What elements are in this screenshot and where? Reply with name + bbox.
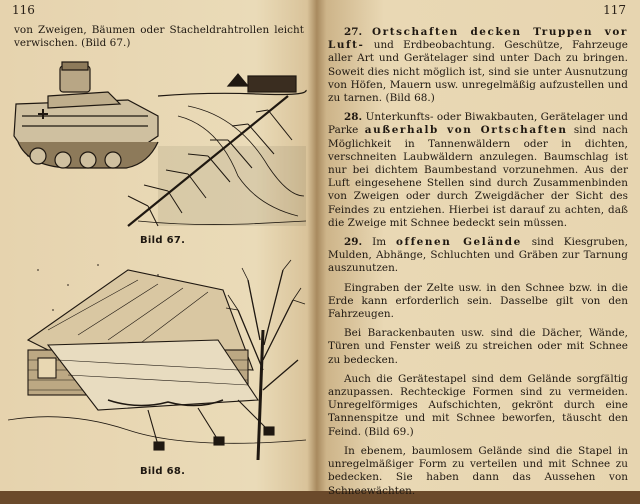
- figure-68-caption: Bild 68.: [140, 466, 186, 477]
- right-page-number: 117: [603, 3, 626, 17]
- paragraph-27: 27. Ortschaften decken Truppen vor Luft- und Erdbeobachtung. Geschütze, Fahrzeuge aller Art und Gerätelager sind unter Dach zu bringen. Soweit dies nicht möglich ist, sind sie unter Ausnutzung von Höfen, Mauern usw. unregelmäßig aufzustellen und zu tarnen. (Bild 68.): [328, 26, 628, 105]
- paragraph-29: 29. Im offenen Gelände sind Kiesgruben, Mulden, Abhänge, Schluchten und Gräben zur Tarnung auszunutzen.: [328, 236, 628, 275]
- paragraph-open-terrain: In ebenem, baumlosem Gelände sind die Stapel in unregelmäßiger Form zu verteilen und mit Schnee zu bedecken. Sie haben dann das Aussehen von Schneewächten.: [328, 444, 628, 497]
- figure-68-hut-illustration: [8, 250, 308, 465]
- paragraph-barracks: Bei Barackenbauten usw. sind die Dächer, Wände, Türen und Fenster weiß zu streichen oder mit Schnee zu bedecken.: [328, 327, 628, 366]
- right-page: [318, 0, 640, 497]
- paragraph-tents: Eingraben der Zelte usw. in den Schnee bzw. in die Erde kann erforderlich sein. Dasselbe gilt von den Fahrzeugen.: [328, 281, 628, 321]
- right-page-text: [328, 26, 628, 504]
- figure-67-tank-illustration: [8, 56, 308, 231]
- left-page: [0, 0, 315, 491]
- paragraph-equipment-stacks: Auch die Gerätestapel sind dem Gelände sorgfältig anzupassen. Rechteckige Formen sind zu vermeiden. Unregelförmiges Aufschichten, gekrönt durch eine Tannenspitze und mit Schnee beworfen, täuscht den Feind. (Bild 69.): [328, 372, 628, 438]
- left-page-text: von Zweigen, Bäumen oder Stacheldrahtrollen leicht verwischen. (Bild 67.): [14, 24, 304, 50]
- figure-67-caption: Bild 67.: [140, 235, 186, 246]
- left-page-number: 116: [12, 3, 35, 17]
- paragraph-28: 28. Unterkunfts- oder Biwakbauten, Gerätelager und Parke außerhalb von Ortschaften sind nach Möglichkeit in Tannenwäldern oder in dichten, verschneiten Laubwäldern anzulegen. Baumschlag ist nur bei dichtem Baumbestand vorzunehmen. Aus der Luft eingesehene Stellen sind durch Zusammenbinden von Zweigen oder durch Zweigdächer der Sicht des Feindes zu entziehen. Hierbei ist darauf zu achten, daß die Zweige mit Schnee bedeckt sein müssen.: [328, 111, 629, 229]
